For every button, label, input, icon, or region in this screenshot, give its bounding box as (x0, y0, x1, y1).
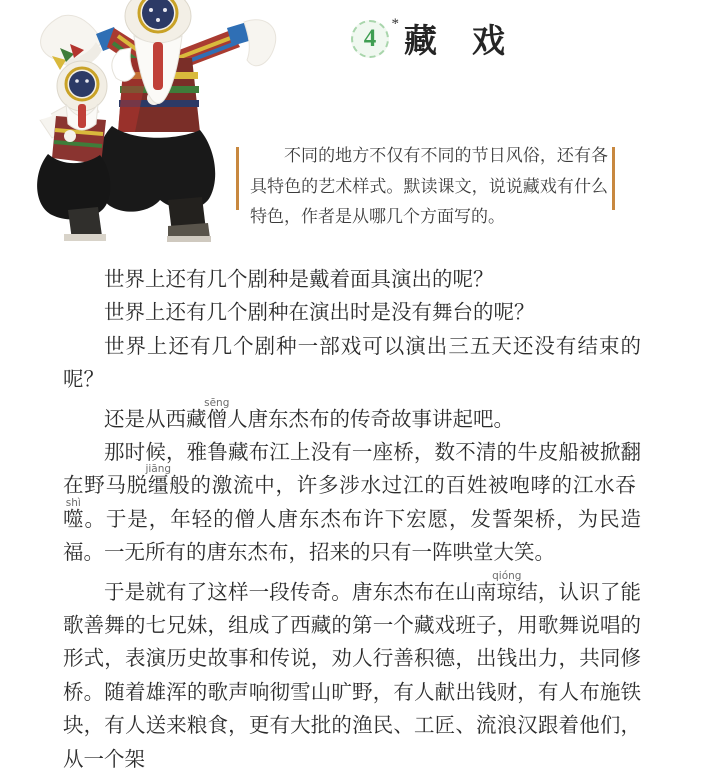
intro-prompt-text: 不同的地方不仅有不同的节日风俗，还有各具特色的艺术样式。默读课文，说说藏戏有什么特色，作者是从哪几个方面写的。 (250, 146, 608, 226)
pinyin-annotated-char: 噬shì (63, 496, 85, 531)
paragraph: 世界上还有几个剧种是戴着面具演出的呢？ (104, 269, 494, 291)
pinyin-annotated-char: 琼qióng (492, 569, 522, 604)
paragraph: 世界上还有几个剧种一部戏可以演出三五天还没有结束的呢？ (63, 335, 641, 392)
pinyin-annotated-char: 缰jiāng (145, 463, 172, 498)
paragraph: 还是从西藏僧sēng人唐东杰布的传奇故事讲起吧。 (104, 396, 514, 431)
paragraph: 于是就有了这样一段传奇。唐东杰布在山南琼qióng结，认识了能歌善舞的七兄妹，组成了西藏的第一个藏戏班子，用歌舞说唱的形式，表演历史故事和传说，劝人行善积德，出钱出力，共同修桥。随着雄浑的歌声响彻雪山旷野，有人献出钱财，有人布施铁块，有人送来粮食，更有大批的渔民、工匠、流浪汉跟着他们，从一个架 (63, 569, 641, 771)
small-dancer (28, 44, 110, 241)
body-text (63, 264, 641, 777)
lesson-title (351, 15, 506, 62)
lesson-photo (0, 0, 285, 245)
pinyin-annotated-char: 僧sēng (204, 396, 230, 431)
paragraph: 那时候，雅鲁藏布江上没有一座桥，数不清的牛皮船被掀翻在野马脱缰jiāng般的激流中，许多涉水过江的百姓被咆哮的江水吞噬shì。于是，年轻的僧人唐东杰布许下宏愿，发誓架桥，为民造福。一无所有的唐东杰布，招来的只有一阵哄堂大笑。 (63, 442, 642, 565)
tibetan-opera-performers-illustration (0, 0, 285, 245)
intro-rule-left (236, 147, 239, 210)
intro-rule-right (612, 147, 615, 210)
lesson-number-badge (351, 15, 399, 58)
self-study-asterisk: * (391, 15, 399, 32)
paragraph: 世界上还有几个剧种在演出时是没有舞台的呢？ (104, 302, 535, 325)
lesson-number: 4 (351, 20, 389, 58)
lesson-title-text: 藏 戏 (404, 24, 506, 60)
